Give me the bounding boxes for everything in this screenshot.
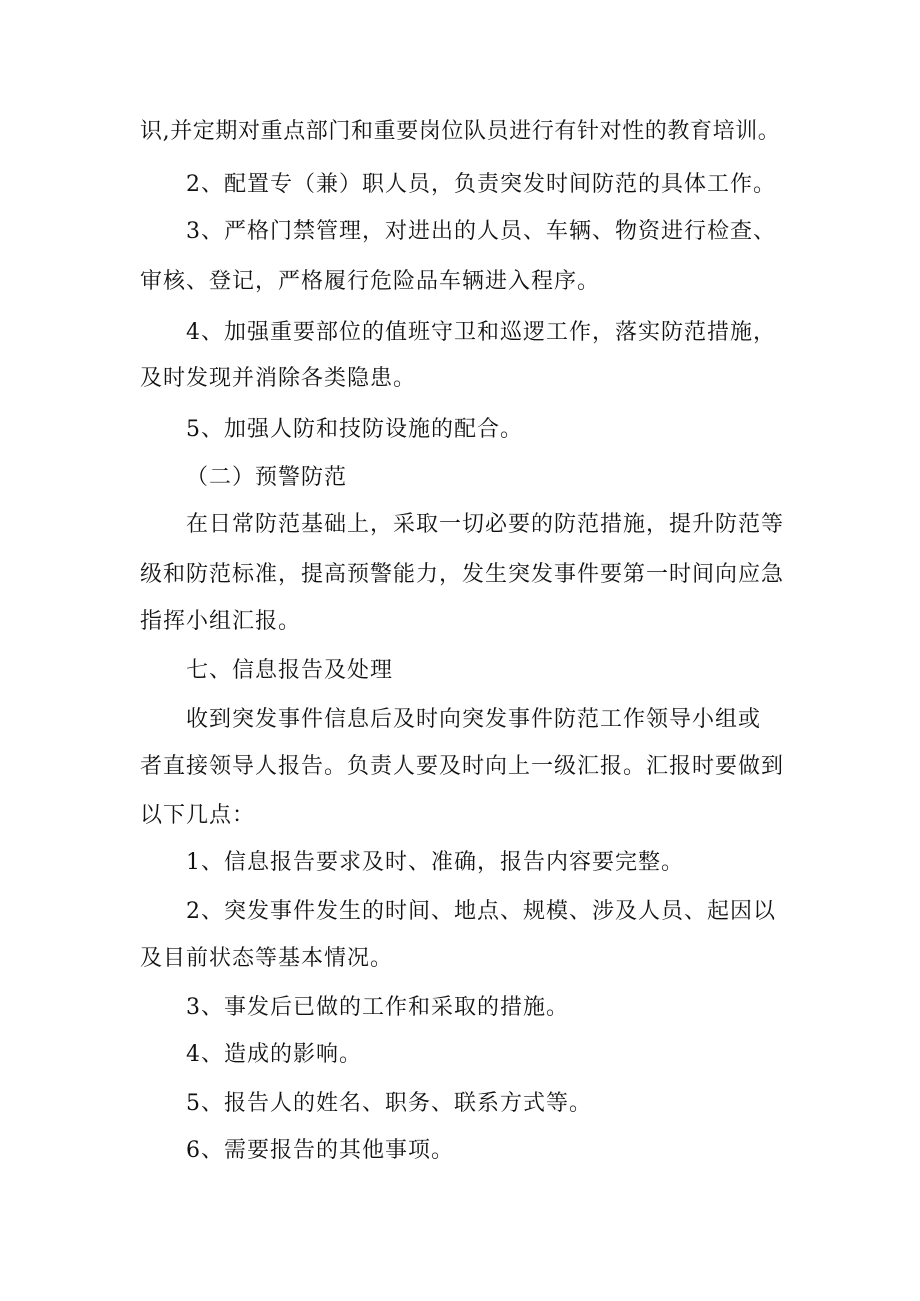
list-item: 4、造成的影响。 bbox=[186, 1042, 362, 1067]
paragraph-line: 及时发现并消除各类隐患。 bbox=[140, 366, 417, 391]
paragraph-line: 及目前状态等基本情况。 bbox=[140, 946, 394, 971]
section-heading: 七、信息报告及处理 bbox=[186, 658, 394, 683]
paragraph-line: 识,并定期对重点部门和重要岗位队员进行有针对性的教育培训。 bbox=[140, 119, 781, 144]
section-heading: （二）预警防范 bbox=[186, 465, 348, 490]
list-item: 3、严格门禁管理，对进出的人员、车辆、物资进行检查、 bbox=[186, 219, 776, 244]
paragraph-line: 指挥小组汇报。 bbox=[140, 609, 302, 634]
paragraph-line: 审核、登记，严格履行危险品车辆进入程序。 bbox=[140, 269, 601, 294]
paragraph-line: 者直接领导人报告。负责人要及时向上一级汇报。汇报时要做到 bbox=[140, 754, 785, 779]
list-item: 4、加强重要部位的值班守卫和巡逻工作，落实防范措施， bbox=[186, 320, 776, 345]
paragraph-line: 级和防范标准，提高预警能力，发生突发事件要第一时间向应急 bbox=[140, 562, 785, 587]
list-item: 6、需要报告的其他事项。 bbox=[186, 1138, 454, 1163]
paragraph-line: 以下几点： bbox=[140, 803, 256, 828]
paragraph-line: 收到突发事件信息后及时向突发事件防范工作领导小组或 bbox=[186, 707, 762, 732]
list-item: 5、加强人防和技防设施的配合。 bbox=[186, 417, 523, 442]
list-item: 1、信息报告要求及时、准确，报告内容要完整。 bbox=[186, 850, 684, 875]
list-item: 2、突发事件发生的时间、地点、规模、涉及人员、起因以 bbox=[186, 899, 776, 924]
list-item: 2、配置专（兼）职人员，负责突发时间防范的具体工作。 bbox=[186, 172, 776, 197]
paragraph-line: 在日常防范基础上，采取一切必要的防范措施，提升防范等 bbox=[186, 512, 785, 537]
list-item: 5、报告人的姓名、职务、联系方式等。 bbox=[186, 1091, 592, 1116]
list-item: 3、事发后已做的工作和采取的措施。 bbox=[186, 995, 569, 1020]
